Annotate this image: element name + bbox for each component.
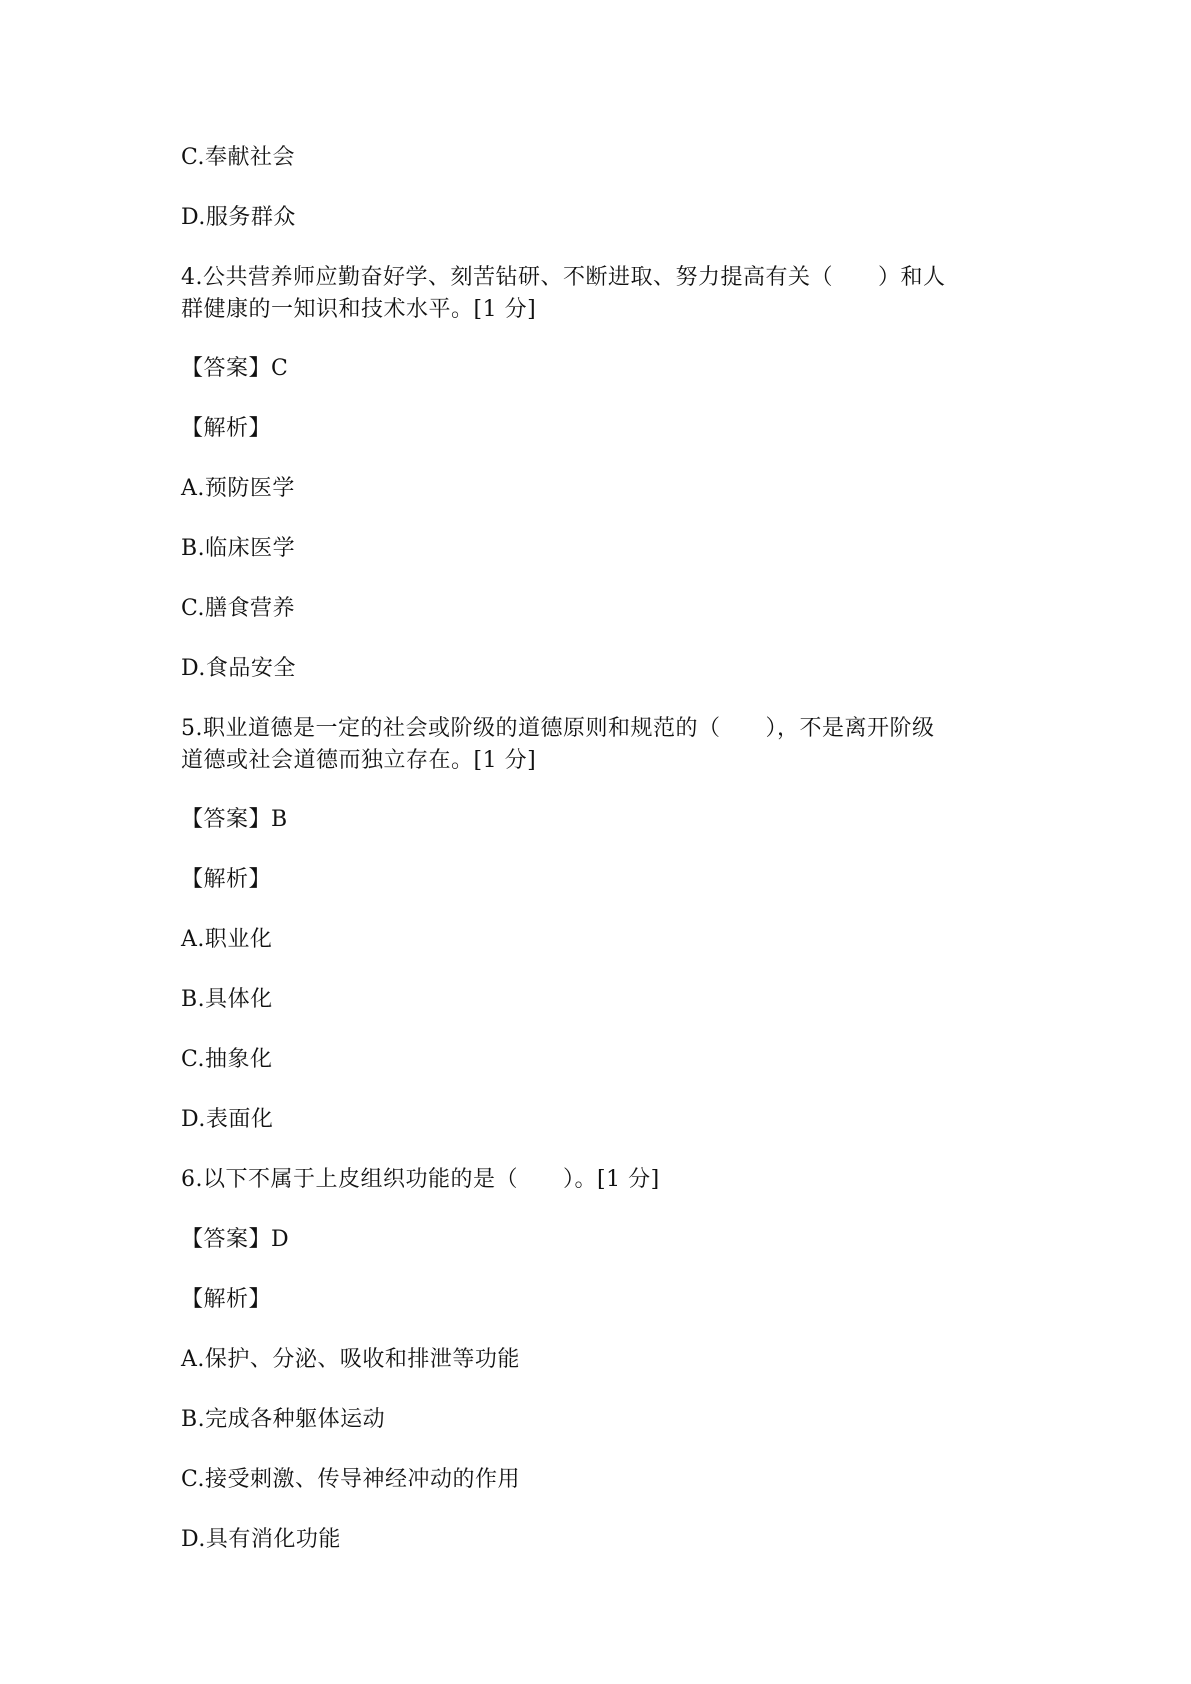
q3-option-c: C.奉献社会 xyxy=(181,145,296,170)
q6-option-d: D.具有消化功能 xyxy=(181,1527,341,1552)
q6-analysis: 【解析】 xyxy=(181,1287,272,1312)
q6-option-c: C.接受刺激、传导神经冲动的作用 xyxy=(181,1467,521,1492)
q5-option-a: A.职业化 xyxy=(181,927,273,952)
q4-answer: 【答案】C xyxy=(181,356,289,381)
q6-option-b: B.完成各种躯体运动 xyxy=(181,1407,386,1432)
q4-option-d: D.食品安全 xyxy=(181,656,296,681)
q4-stem-line1: 4.公共营养师应勤奋好学、刻苦钻研、不断进取、努力提高有关（ ）和人 xyxy=(181,265,946,290)
q4-analysis: 【解析】 xyxy=(181,416,272,441)
q3-option-d: D.服务群众 xyxy=(181,205,296,230)
q4-option-b: B.临床医学 xyxy=(181,536,296,561)
q5-stem-line2: 道德或社会道德而独立存在。[1 分] xyxy=(181,748,537,773)
q5-answer: 【答案】B xyxy=(181,807,288,832)
q6-option-a: A.保护、分泌、吸收和排泄等功能 xyxy=(181,1347,520,1372)
q5-analysis: 【解析】 xyxy=(181,867,272,892)
q4-option-c: C.膳食营养 xyxy=(181,596,296,621)
q6-stem: 6.以下不属于上皮组织功能的是（ ）。[1 分] xyxy=(181,1167,660,1192)
q5-option-b: B.具体化 xyxy=(181,987,273,1012)
q6-answer: 【答案】D xyxy=(181,1227,290,1252)
q5-stem-line1: 5.职业道德是一定的社会或阶级的道德原则和规范的（ ），不是离开阶级 xyxy=(181,716,935,741)
q5-option-d: D.表面化 xyxy=(181,1107,274,1132)
q5-option-c: C.抽象化 xyxy=(181,1047,273,1072)
q4-stem-line2: 群健康的一知识和技术水平。[1 分] xyxy=(181,297,537,322)
q4-option-a: A.预防医学 xyxy=(181,476,295,501)
